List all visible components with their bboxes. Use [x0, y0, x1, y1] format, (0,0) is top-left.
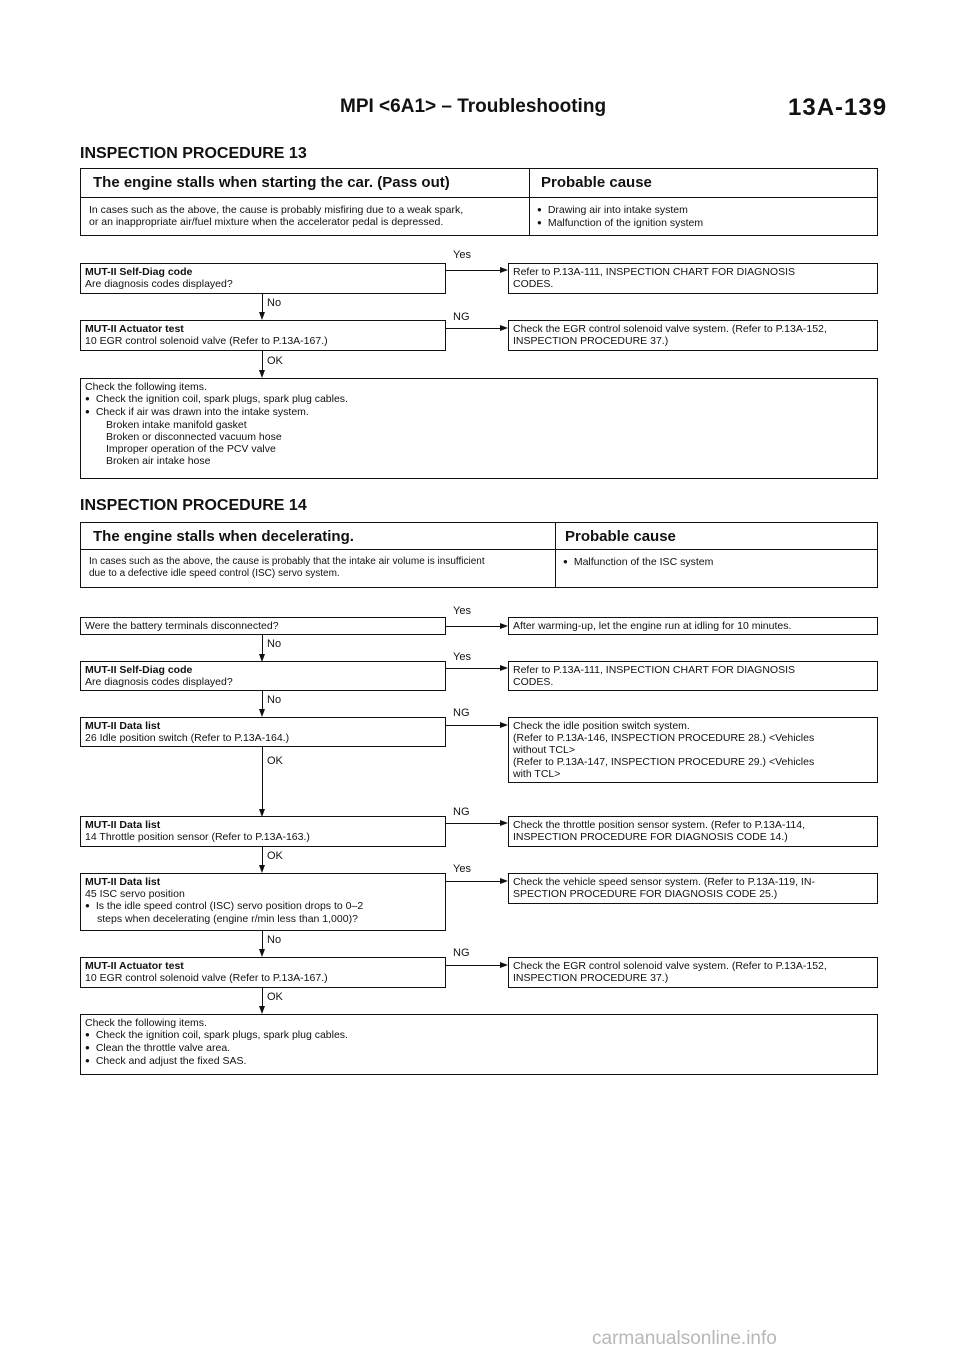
branch-label: NG: [453, 707, 470, 719]
procedure-14-title: INSPECTION PROCEDURE 14: [80, 497, 307, 514]
arrow-down-icon: [259, 865, 265, 873]
branch-label: NG: [453, 311, 470, 323]
arrow-right-icon: [500, 878, 508, 884]
arrow-right-icon: [500, 623, 508, 629]
watermark: carmanualsonline.info: [592, 1328, 777, 1349]
cause-list: [563, 556, 713, 569]
branch-label: Yes: [453, 605, 471, 617]
arrow-right-icon: [500, 267, 508, 273]
procedure-13-title: INSPECTION PROCEDURE 13: [80, 145, 307, 162]
step-actuator-test: MUT-II Actuator test 10 EGR control solenoid valve (Refer to P.13A-167.): [80, 320, 446, 351]
branch-label: NG: [453, 806, 470, 818]
step-isc-servo-position: MUT-II Data list 45 ISC servo position ● Is the idle speed control (ISC) servo position drops to 0–2 steps when decelerating (engine r/min less than 1,000)?: [80, 873, 446, 931]
final-check-items: Check the following items. ● Check the ignition coil, spark plugs, spark plug cables. ● Clean the throttle valve area. ● Check and adjust the fixed SAS.: [80, 1014, 878, 1075]
procedure-13-symptom-table: [80, 168, 878, 236]
arrow-right-icon: [500, 820, 508, 826]
branch-label: OK: [267, 850, 283, 862]
result-idle-switch-check: Check the idle position switch system. (Refer to P.13A-146, INSPECTION PROCEDURE 28.) <Vehicles without TCL> (Refer to P.13A-147, INSPECTION PROCEDURE 29.) <Vehicles with TCL>: [508, 717, 878, 783]
result-diagnosis-chart: Refer to P.13A-111, INSPECTION CHART FOR DIAGNOSIS CODES.: [508, 661, 878, 691]
arrow-down-icon: [259, 370, 265, 378]
arrow-down-icon: [259, 1006, 265, 1014]
arrow-down-icon: [259, 949, 265, 957]
arrow-right-icon: [500, 962, 508, 968]
branch-label: OK: [267, 355, 283, 367]
symptom-description: In cases such as the above, the cause is probably misfiring due to a weak spark, or an inappropriate air/fuel mixture when the accelerator pedal is depressed.: [89, 204, 464, 228]
branch-label: Yes: [453, 863, 471, 875]
result-diagnosis-chart: Refer to P.13A-111, INSPECTION CHART FOR DIAGNOSIS CODES.: [508, 263, 878, 294]
branch-label: NG: [453, 947, 470, 959]
result-throttle-sensor-check: Check the throttle position sensor system. (Refer to P.13A-114, INSPECTION PROCEDURE FOR DIAGNOSIS CODE 14.): [508, 816, 878, 847]
list-item: ● Clean the throttle valve area.: [85, 1042, 873, 1055]
arrow-right-icon: [500, 665, 508, 671]
symptom-heading: The engine stalls when starting the car. (Pass out): [93, 174, 450, 191]
branch-label: No: [267, 297, 282, 309]
result-warm-up: After warming-up, let the engine run at idling for 10 minutes.: [508, 617, 878, 635]
step-self-diag-code: MUT-II Self-Diag code Are diagnosis codes displayed?: [80, 263, 446, 294]
arrow-down-icon: [259, 312, 265, 320]
list-item: ● Check and adjust the fixed SAS.: [85, 1055, 873, 1068]
branch-label: No: [267, 694, 282, 706]
branch-label: OK: [267, 755, 283, 767]
list-item: ● Check if air was drawn into the intake system.: [85, 406, 873, 419]
branch-label: OK: [267, 991, 283, 1003]
branch-label: Yes: [453, 249, 471, 261]
arrow-right-icon: [500, 722, 508, 728]
step-self-diag-code: MUT-II Self-Diag code Are diagnosis codes displayed?: [80, 661, 446, 691]
symptom-description: In cases such as the above, the cause is probably that the intake air volume is insufficient due to a defective idle speed control (ISC) servo system.: [89, 556, 485, 579]
final-check-items: Check the following items. ● Check the ignition coil, spark plugs, spark plug cables. ● Check if air was drawn into the intake system. Broken intake manifold gasket Broken or disconnected vacuum hose Improper operation of the PCV valve Broken air intake hose: [80, 378, 878, 479]
list-item: ● Malfunction of the ignition system: [537, 217, 703, 230]
page-title: MPI <6A1> – Troubleshooting: [340, 96, 607, 117]
step-actuator-test: MUT-II Actuator test 10 EGR control solenoid valve (Refer to P.13A-167.): [80, 957, 446, 988]
branch-label: Yes: [453, 651, 471, 663]
list-item: ● Check the ignition coil, spark plugs, spark plug cables.: [85, 1029, 873, 1042]
result-egr-check: Check the EGR control solenoid valve system. (Refer to P.13A-152, INSPECTION PROCEDURE 37.): [508, 957, 878, 988]
branch-label: No: [267, 638, 282, 650]
procedure-14-symptom-table: [80, 522, 878, 588]
arrow-down-icon: [259, 709, 265, 717]
symptom-heading: The engine stalls when decelerating.: [93, 528, 354, 545]
list-item: ● Drawing air into intake system: [537, 204, 703, 217]
page-number: 13A-139: [788, 94, 888, 121]
result-vehicle-speed-check: Check the vehicle speed sensor system. (Refer to P.13A-119, IN- SPECTION PROCEDURE FOR DIAGNOSIS CODE 25.): [508, 873, 878, 904]
list-item: ● Is the idle speed control (ISC) servo position drops to 0–2: [85, 900, 441, 913]
list-item: ● Check the ignition coil, spark plugs, spark plug cables.: [85, 393, 873, 406]
arrow-right-icon: [500, 325, 508, 331]
step-idle-position-switch: MUT-II Data list 26 Idle position switch (Refer to P.13A-164.): [80, 717, 446, 747]
step-battery-terminals: Were the battery terminals disconnected?: [80, 617, 446, 635]
list-item: ● Malfunction of the ISC system: [563, 556, 713, 569]
result-egr-check: Check the EGR control solenoid valve system. (Refer to P.13A-152, INSPECTION PROCEDURE 37.): [508, 320, 878, 351]
step-throttle-position-sensor: MUT-II Data list 14 Throttle position sensor (Refer to P.13A-163.): [80, 816, 446, 847]
branch-label: No: [267, 934, 282, 946]
cause-heading: Probable cause: [541, 174, 652, 191]
cause-list: [537, 204, 703, 230]
cause-heading: Probable cause: [565, 528, 676, 545]
